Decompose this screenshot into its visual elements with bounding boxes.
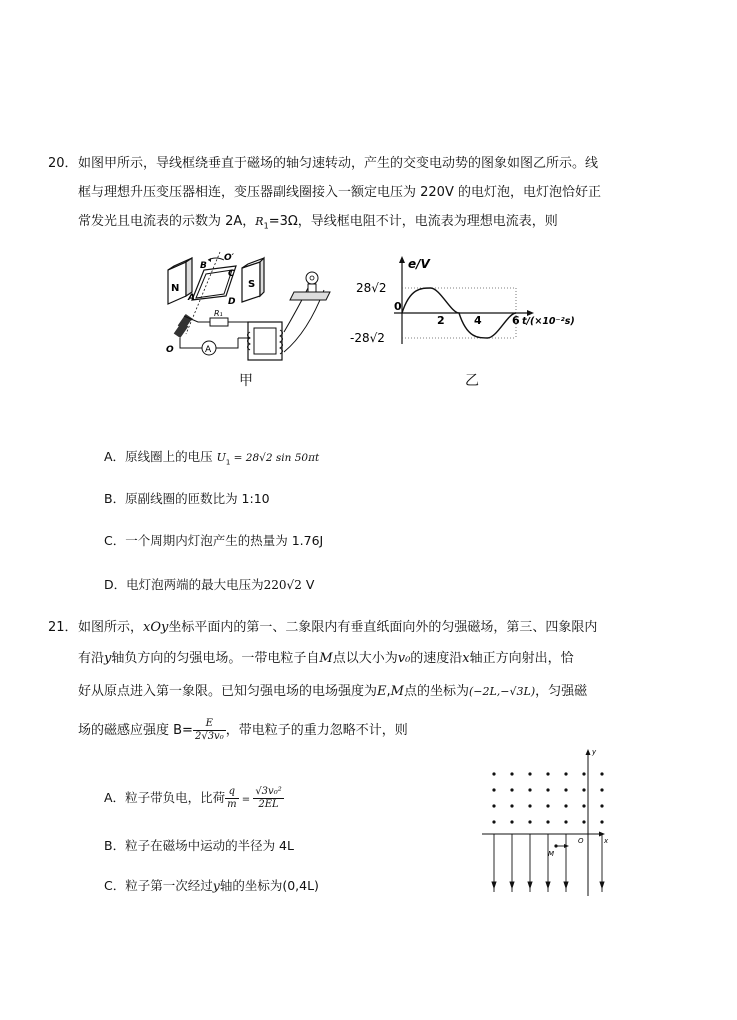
- label-o-prime: O′: [224, 253, 235, 263]
- t-axis-label: t/(×10⁻²s): [522, 316, 575, 327]
- b-fraction-num: E: [193, 718, 226, 731]
- caption-jia: 甲: [239, 373, 253, 389]
- q20-line-1: 如图甲所示，导线框绕垂直于磁场的轴匀速转动，产生的交变电动势的图象如图乙所示。线: [78, 156, 599, 171]
- q21-line-2-mid2: 点以大小为: [332, 651, 398, 666]
- q21-line-4-post: ，带电粒子的重力忽略不计，则: [225, 723, 408, 738]
- option-d-unit: V: [301, 577, 315, 592]
- magnetic-field-dots: [492, 772, 603, 823]
- q21-line-3-post: ，匀强磁: [535, 684, 588, 699]
- q21-option-a[interactable]: [104, 786, 284, 811]
- qm-num: q: [225, 786, 238, 799]
- y-symbol: y: [104, 651, 112, 666]
- q21-option-b[interactable]: [104, 836, 294, 856]
- caption-yi: 乙: [465, 373, 479, 389]
- figure-yi: [350, 252, 590, 352]
- q21-option-c[interactable]: [104, 876, 319, 896]
- v0-symbol: v₀: [397, 651, 411, 666]
- q21-line-1: [78, 618, 597, 638]
- m-symbol-2: M: [390, 684, 404, 699]
- q21-line-2: [78, 649, 574, 669]
- option-c-label: C．: [104, 533, 126, 548]
- label-s: S: [248, 279, 256, 290]
- q20-line-2: 框与理想升压变压器相连，变压器副线圈接入一额定电压为 220V 的电灯泡，电灯泡恰好正: [78, 185, 601, 200]
- m-coordinate: (−2L,−√3L): [468, 685, 536, 698]
- r1-symbol: R: [255, 215, 264, 228]
- ymax-label: 28√2: [356, 281, 387, 295]
- q21-line-3-mid: ,: [386, 684, 391, 699]
- q21-origin-label: O: [578, 837, 584, 845]
- qm-fraction: [225, 786, 238, 811]
- origin-label: 0: [394, 300, 402, 313]
- figure-jia: [158, 248, 338, 366]
- m-symbol: M: [319, 651, 333, 666]
- q21-line-4-pre: 场的磁感应强度 B=: [78, 723, 193, 738]
- ymin-label: -28√2: [350, 331, 385, 345]
- q21-option-a-eq: =: [238, 794, 254, 805]
- q20-line-3-pre: 常发光且电流表的示数为 2A，: [78, 214, 256, 229]
- q21-line-4: [78, 718, 408, 743]
- q21-x-label: x: [604, 837, 609, 845]
- option-d-label: D．: [104, 577, 127, 592]
- q21-line-3-mid2: 点的坐标为: [403, 684, 469, 699]
- q21-option-c-label: C．: [104, 878, 126, 893]
- r1-subscript: 1: [263, 221, 269, 231]
- label-a: A: [188, 293, 195, 303]
- ratio-fraction: [253, 786, 283, 811]
- q20-option-a[interactable]: [104, 447, 319, 473]
- label-o: O: [166, 345, 174, 355]
- b-fraction-den: 2√3v₀: [194, 731, 224, 742]
- q21-option-b-label: B．: [104, 838, 126, 853]
- e-symbol: E: [377, 684, 387, 699]
- option-b-text: 原副线圈的匝数比为 1:10: [125, 491, 270, 506]
- xoy-symbol: xOy: [143, 620, 169, 635]
- y-axis-label: e/V: [408, 257, 430, 271]
- xtick-4: 4: [474, 314, 482, 327]
- electric-field-lines: [492, 834, 604, 892]
- q21-option-a-text: 粒子带负电，比荷: [125, 790, 226, 805]
- option-c-text: 一个周期内灯泡产生的热量为 1.76J: [125, 533, 324, 548]
- q21-line-2-post: 轴正方向射出，恰: [469, 651, 574, 666]
- option-a-formula: = 28√2 sin 50πt: [230, 452, 320, 464]
- q20-option-d[interactable]: [104, 575, 314, 595]
- q21-line-2-mid: 轴负方向的匀强电场。一带电粒子自: [111, 651, 320, 666]
- qm-den: m: [227, 799, 237, 810]
- q20-option-c[interactable]: [104, 531, 323, 551]
- q21-option-c-text-post: 轴的坐标为(0,4L): [219, 878, 319, 893]
- q21-line-1-post: 坐标平面内的第一、二象限内有垂直纸面向外的匀强磁场，第三、四象限内: [168, 620, 598, 635]
- q21-number: 21．: [48, 620, 78, 635]
- xtick-2: 2: [437, 314, 445, 327]
- ratio-num: √3v₀²: [255, 786, 282, 797]
- q21-line-2-mid3: 的速度沿: [410, 651, 463, 666]
- xtick-6: 6: [512, 314, 520, 327]
- x-symbol: x: [462, 651, 470, 666]
- ratio-den: 2EL: [258, 799, 279, 810]
- option-a-label: A．: [104, 449, 126, 464]
- q21-line-1-pre: 如图所示，: [78, 620, 144, 635]
- label-r1: R₁: [214, 309, 223, 318]
- label-d: D: [228, 297, 236, 307]
- q20-line-3: [78, 212, 558, 237]
- option-a-text: 原线圈上的电压: [125, 449, 213, 464]
- b-fraction: [193, 718, 226, 743]
- option-d-text: 电灯泡两端的最大电压为: [126, 577, 264, 592]
- q20-option-b[interactable]: [104, 489, 270, 509]
- label-b: B: [200, 261, 207, 271]
- label-n: N: [171, 283, 180, 294]
- q21-option-c-text-pre: 粒子第一次经过: [125, 878, 213, 893]
- ammeter-label: A: [205, 345, 212, 355]
- q21-line-3: [78, 682, 587, 702]
- q21-option-b-text: 粒子在磁场中运动的半径为 4L: [125, 838, 294, 853]
- u1-subscript: 1: [225, 458, 231, 467]
- q21-line-3-pre: 好从原点进入第一象限。已知匀强电场的电场强度为: [78, 684, 378, 699]
- option-b-label: B．: [104, 491, 126, 506]
- label-c: C: [228, 269, 235, 279]
- q20-line-3-post: =3Ω，导线框电阻不计，电流表为理想电流表，则: [268, 214, 558, 229]
- figure-q21: [474, 746, 624, 902]
- q21-m-label: M: [548, 850, 555, 858]
- q20-number: 20．: [48, 156, 78, 171]
- q21-y-label: y: [592, 748, 597, 756]
- q21-option-a-label: A．: [104, 790, 126, 805]
- u1-symbol: U: [216, 451, 226, 464]
- q21-line-2-pre: 有沿: [78, 651, 105, 666]
- option-d-formula: 220√2: [263, 578, 302, 592]
- q21-option-c-var: y: [212, 878, 220, 893]
